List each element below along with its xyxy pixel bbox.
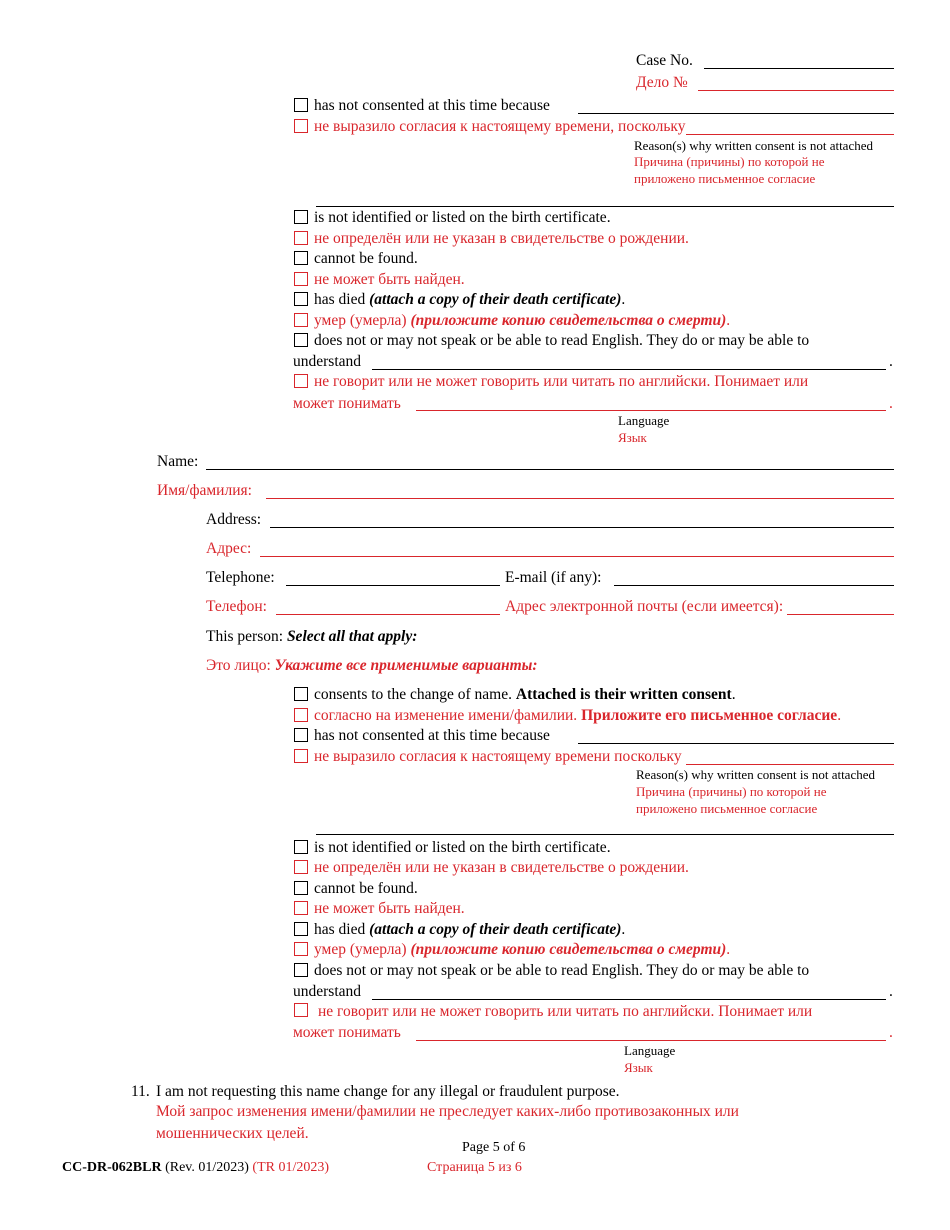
not-consented-checkbox-ru-2[interactable] (294, 749, 308, 763)
form-tr: (TR 01/2023) (252, 1160, 330, 1175)
reason-caption-2: Reason(s) why written consent is not attached (636, 767, 875, 782)
consents-text: consents to the change of name. (314, 686, 512, 703)
case-no-label-ru: Дело № (636, 74, 688, 91)
reason-caption-ru-2: приложено письменное согласие (634, 171, 816, 186)
name-label: Name: (157, 453, 199, 470)
english-text-ru-1-2: не говорит или не может говорить или читать по английски. Понимает или (318, 1003, 813, 1020)
has-died-text-ru: умер (умерла) (314, 312, 407, 329)
form-id-line (62, 1160, 329, 1176)
period: . (889, 353, 893, 370)
not-consented-reason-field-2[interactable] (578, 743, 894, 744)
item-11-text-ru-2: мошеннических целей. (156, 1125, 309, 1142)
consents-checkbox-ru[interactable] (294, 708, 308, 722)
item-11-text-ru-1: Мой запрос изменения имени/фамилии не преследует каких-либо противозаконных или (156, 1103, 739, 1120)
name-field[interactable] (206, 469, 894, 470)
english-text-ru-1: не говорит или не может говорить или читать по английски. Понимает или (314, 373, 809, 390)
address-field[interactable] (270, 527, 894, 528)
english-text-1: does not or may not speak or be able to read English. They do or may be able to (314, 332, 810, 349)
address-field-ru[interactable] (260, 556, 894, 557)
consents-line: consents to the change of name. Attached is their written consent. (314, 686, 736, 703)
consents-text-ru: согласно на изменение имени/фамилии. (314, 707, 578, 724)
period-ru: . (889, 395, 893, 412)
english-text-ru-2-2: может понимать (293, 1024, 401, 1041)
reason-caption-ru-1-2: Причина (причины) по которой не (636, 784, 827, 799)
not-identified-checkbox-2[interactable] (294, 840, 308, 854)
telephone-label-ru: Телефон: (206, 598, 267, 615)
period-2: . (889, 983, 893, 1000)
this-person-line (206, 628, 417, 646)
cannot-found-text-ru: не может быть найден. (314, 271, 465, 288)
language-caption-2: Language (624, 1043, 676, 1058)
english-text-2-2: understand (293, 983, 362, 1000)
has-died-checkbox-ru[interactable] (294, 313, 308, 327)
language-caption-ru-2: Язык (624, 1060, 653, 1075)
not-consented-text: has not consented at this time because (314, 97, 550, 114)
case-no-field-ru[interactable] (698, 90, 894, 91)
language-field-ru-2[interactable] (416, 1040, 886, 1041)
reason-caption-ru-2-2: приложено письменное согласие (636, 801, 818, 816)
this-person-label: This person: (206, 628, 284, 645)
language-field-2[interactable] (372, 999, 886, 1000)
reason-continuation-field[interactable] (316, 206, 894, 207)
reason-caption: Reason(s) why written consent is not attached (634, 138, 873, 153)
has-died-line-ru: умер (умерла) (приложите копию свидетельства о смерти). (314, 312, 731, 329)
consents-attached-ru: Приложите его письменное согласие (581, 707, 838, 724)
cannot-found-checkbox[interactable] (294, 251, 308, 265)
form-rev: (Rev. 01/2023) (165, 1160, 249, 1175)
not-consented-reason-field-ru[interactable] (686, 134, 894, 135)
telephone-label: Telephone: (206, 569, 275, 586)
form-id: CC-DR-062BLR (62, 1160, 162, 1175)
select-all-label-ru: Укажите все применимые варианты: (274, 657, 538, 674)
telephone-field[interactable] (286, 585, 500, 586)
not-consented-checkbox-ru[interactable] (294, 119, 308, 133)
not-consented-checkbox[interactable] (294, 98, 308, 112)
language-caption-ru: Язык (618, 430, 647, 445)
not-identified-text-ru-2: не определён или не указан в свидетельстве о рождении. (314, 859, 689, 876)
address-label: Address: (206, 511, 262, 528)
email-label: E-mail (if any): (505, 569, 602, 586)
this-person-label-ru: Это лицо: (206, 657, 271, 674)
not-consented-checkbox-2[interactable] (294, 728, 308, 742)
has-died-text-ru-2: умер (умерла) (314, 941, 407, 958)
consents-checkbox[interactable] (294, 687, 308, 701)
language-field[interactable] (372, 369, 886, 370)
consents-line-ru: согласно на изменение имени/фамилии. Приложите его письменное согласие. (314, 707, 842, 724)
telephone-field-ru[interactable] (276, 614, 500, 615)
has-died-checkbox-ru-2[interactable] (294, 942, 308, 956)
has-died-attach-ru-2: (приложите копию свидетельства о смерти) (410, 941, 727, 958)
has-died-attach: (attach a copy of their death certificate) (369, 291, 622, 308)
item-11-text: I am not requesting this name change for any illegal or fraudulent purpose. (156, 1083, 620, 1100)
case-no-field[interactable] (704, 68, 894, 69)
not-consented-text-2: has not consented at this time because (314, 727, 550, 744)
select-all-label: Select all that apply: (286, 628, 418, 645)
email-label-ru: Адрес электронной почты (если имеется): (505, 598, 784, 615)
address-label-ru: Адрес: (206, 540, 252, 557)
has-died-text-2: has died (314, 921, 366, 938)
email-field-ru[interactable] (787, 614, 894, 615)
cannot-found-text-ru-2: не может быть найден. (314, 900, 465, 917)
not-identified-checkbox-ru-2[interactable] (294, 860, 308, 874)
english-checkbox-ru[interactable] (294, 374, 308, 388)
cannot-found-checkbox-2[interactable] (294, 881, 308, 895)
has-died-line-ru-2: умер (умерла) (приложите копию свидетельства о смерти). (314, 941, 731, 958)
cannot-found-text: cannot be found. (314, 250, 418, 267)
page-number: Page 5 of 6 (462, 1140, 526, 1155)
english-text-ru-2: может понимать (293, 395, 401, 412)
consents-attached: Attached is their written consent (515, 686, 732, 703)
has-died-attach-ru: (приложите копию свидетельства о смерти) (410, 312, 727, 329)
not-identified-checkbox[interactable] (294, 210, 308, 224)
cannot-found-checkbox-ru[interactable] (294, 272, 308, 286)
not-consented-text-ru: не выразило согласия к настоящему времени, поскольку (314, 118, 686, 135)
email-field[interactable] (614, 585, 894, 586)
name-field-ru[interactable] (266, 498, 894, 499)
cannot-found-text-2: cannot be found. (314, 880, 418, 897)
not-identified-text-ru: не определён или не указан в свидетельстве о рождении. (314, 230, 689, 247)
not-consented-reason-field-ru-2[interactable] (686, 764, 894, 765)
cannot-found-checkbox-ru-2[interactable] (294, 901, 308, 915)
language-caption: Language (618, 413, 670, 428)
this-person-line-ru (206, 657, 538, 675)
has-died-attach-2: (attach a copy of their death certificate) (369, 921, 622, 938)
has-died-line-2: has died (attach a copy of their death certificate). (314, 921, 626, 938)
language-field-ru[interactable] (416, 410, 886, 411)
name-label-ru: Имя/фамилия: (157, 482, 252, 499)
not-identified-text-2: is not identified or listed on the birth certificate. (314, 839, 611, 856)
period-ru-2: . (889, 1024, 893, 1041)
has-died-checkbox-2[interactable] (294, 922, 308, 936)
english-checkbox-ru-2[interactable] (294, 1003, 308, 1017)
not-identified-checkbox-ru[interactable] (294, 231, 308, 245)
english-text-2: understand (293, 353, 362, 370)
case-no-label: Case No. (636, 52, 693, 69)
has-died-checkbox[interactable] (294, 292, 308, 306)
english-checkbox[interactable] (294, 333, 308, 347)
item-11-number: 11. (131, 1083, 150, 1100)
english-text-1-2: does not or may not speak or be able to read English. They do or may be able to (314, 962, 810, 979)
has-died-text: has died (314, 291, 366, 308)
reason-continuation-field-2[interactable] (316, 834, 894, 835)
has-died-line: has died (attach a copy of their death certificate). (314, 291, 626, 308)
page-number-ru: Страница 5 из 6 (427, 1160, 522, 1175)
not-identified-text: is not identified or listed on the birth certificate. (314, 209, 611, 226)
not-consented-reason-field[interactable] (578, 113, 894, 114)
reason-caption-ru-1: Причина (причины) по которой не (634, 154, 825, 169)
english-checkbox-2[interactable] (294, 963, 308, 977)
not-consented-text-ru-2: не выразило согласия к настоящему времени поскольку (314, 748, 682, 765)
